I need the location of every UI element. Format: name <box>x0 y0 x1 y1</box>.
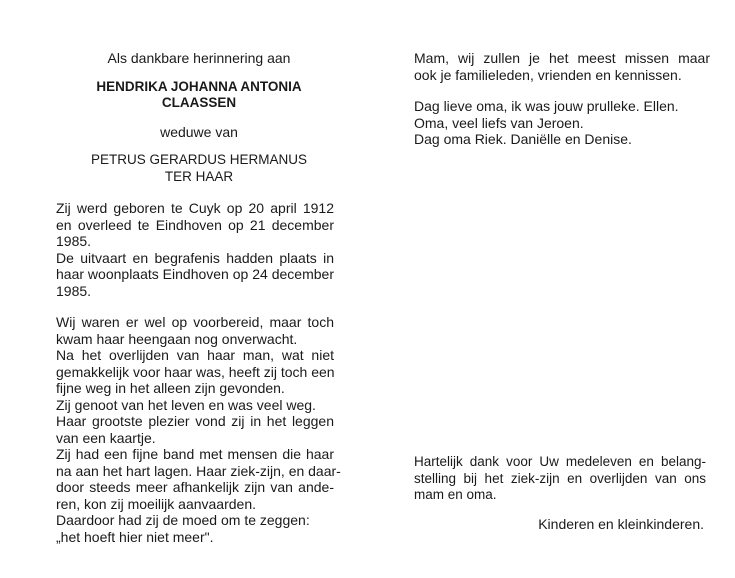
memory-line: door steeds meer afhankelijk zijn van ande- <box>56 479 334 495</box>
grandchild-line: Dag oma Riek. Daniëlle en Denise. <box>414 131 632 147</box>
memory-line: Zij had een fijne band met mensen die haar <box>56 446 334 462</box>
message-line: Mam, wij zullen je het meest missen maar <box>414 50 710 66</box>
message-line: ook je familieleden, vrienden en kennissen. <box>414 66 682 83</box>
bio-line: en overleed te Eindhoven op 21 december <box>56 216 334 233</box>
thanks-line: mam en oma. <box>414 487 497 502</box>
right-column <box>414 50 710 148</box>
deceased-name-line2: CLAASSEN <box>161 95 237 110</box>
memory-line: fijne weg in het alleen zijn gevonden. <box>56 380 285 396</box>
intro-line: Als dankbare herinnering aan <box>107 50 291 66</box>
bio-line: 1985. <box>56 282 92 299</box>
grandchildren-messages <box>414 98 710 148</box>
signature-line: Kinderen en kleinkinderen. <box>538 516 704 532</box>
thanks-paragraph <box>414 454 706 504</box>
left-column <box>56 50 341 545</box>
thanks-line: Hartelijk dank voor Uw medeleven en belang- <box>414 454 706 469</box>
memory-line: van een kaartje. <box>56 429 156 446</box>
husband-name-line2: TER HAAR <box>164 168 234 184</box>
memory-line: Zij genoot van het leven en was veel weg. <box>56 396 316 413</box>
memory-line: Haar grootste plezier vond zij in het leggen <box>56 413 334 429</box>
memory-line: Wij waren er wel op voorbereid, maar toch <box>56 314 334 330</box>
bio-line: haar woonplaats Eindhoven op 24 december <box>56 266 334 282</box>
memory-line: Daardoor had zij de moed om te zeggen: <box>56 512 310 528</box>
grandchild-line: Oma, veel liefs van Jeroen. <box>414 114 584 131</box>
thanks-line: stelling bij het ziek-zijn en overlijden van ons <box>414 470 706 486</box>
memory-paragraph <box>56 314 341 545</box>
bio-line: 1985. <box>56 233 92 249</box>
grandchild-line: Dag lieve oma, ik was jouw prulleke. Ellen. <box>414 98 679 114</box>
memory-line: ren, kon zij moeilijk aanvaarden. <box>56 495 256 512</box>
deceased-name-line1: HENDRIKA JOHANNA ANTONIA <box>96 78 302 94</box>
bio-line: De uitvaart en begrafenis hadden plaats in <box>56 249 334 266</box>
memory-line: „het hoeft hier niet meer". <box>56 528 214 545</box>
biography-paragraph <box>56 200 334 299</box>
memory-line: Na het overlijden van haar man, wat niet <box>56 347 334 363</box>
family-message <box>414 50 710 83</box>
memory-line: na aan het hart lagen. Haar ziek-zijn, en daar- <box>56 462 341 479</box>
widow-of-line: weduwe van <box>160 123 238 140</box>
memory-line: gemakkelijk voor haar was, heeft zij toch een <box>56 363 335 380</box>
husband-name-line1: PETRUS GERARDUS HERMANUS <box>90 152 308 167</box>
memory-line: kwam haar heengaan nog onverwacht. <box>56 330 298 347</box>
signature <box>414 516 704 533</box>
bio-line: Zij werd geboren te Cuyk op 20 april 1912 <box>56 200 334 216</box>
